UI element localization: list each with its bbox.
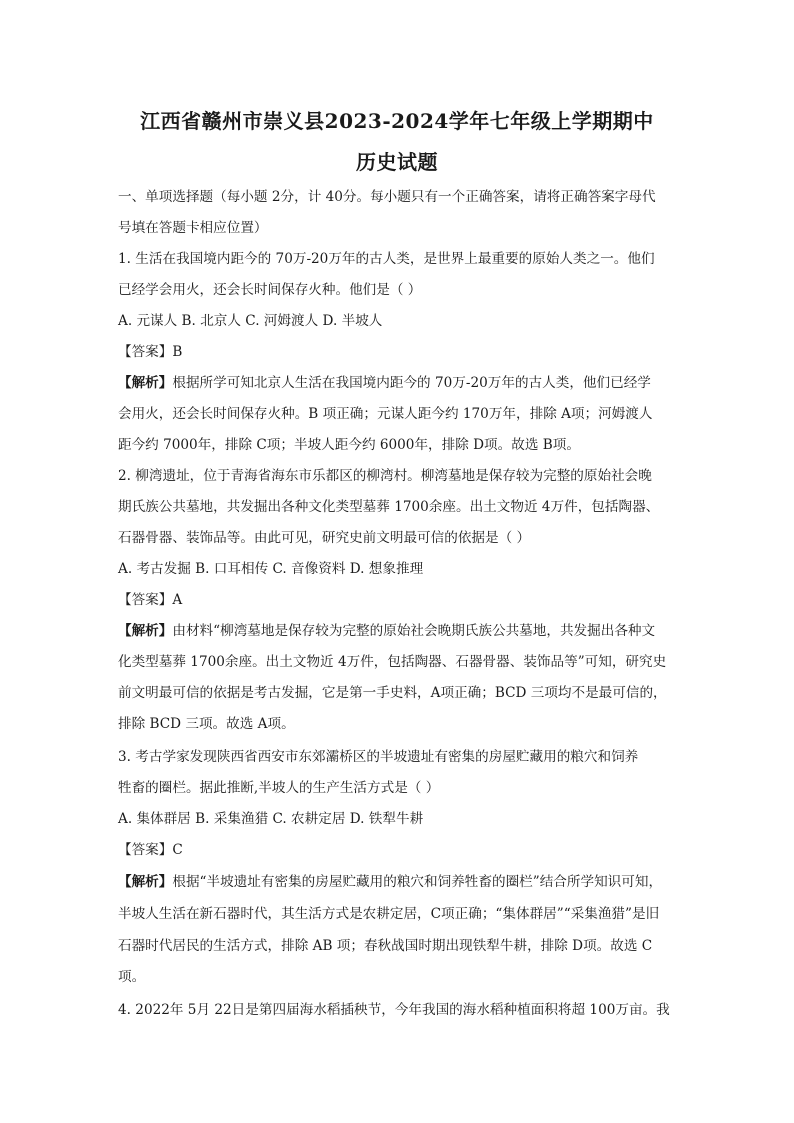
q3-analysis-label: 【解析】 (118, 874, 173, 890)
section-header-line-2: 号填在答题卡相应位置） (118, 220, 268, 236)
q2-analysis-line-2: 化类型墓葬 1700余座。出土文物近 4万件，包括陶器、石器骨器、装饰品等”可知，研究史 (118, 654, 667, 670)
q1-stem-line-1: 1. 生活在我国境内距今的 70万-20万年的古人类，是世界上最重要的原始人类之一。他们 (118, 251, 655, 267)
q3-analysis-text-1: 根据“半坡遗址有密集的房屋贮藏用的粮穴和饲养牲畜的圈栏”结合所学知识可知， (172, 874, 663, 890)
q3-analysis-line-3: 石器时代居民的生活方式，排除 AB 项；春秋战国时期出现铁犁牛耕，排除 D项。故选 C (118, 938, 653, 954)
q1-analysis-label: 【解析】 (118, 375, 173, 391)
q1-analysis-line-3: 距今约 7000年，排除 C项；半坡人距今约 6000年，排除 D项。故选 B项。 (118, 437, 580, 453)
section-header-line-1: 一、单项选择题（每小题 2分，计 40分。每小题只有一个正确答案，请将正确答案字母代 (118, 189, 656, 205)
q2-stem-line-3: 石器骨器、装饰品等。由此可见，研究史前文明最可信的依据是（ ） (118, 530, 531, 546)
q2-stem-line-2: 期氏族公共墓地，共发掘出各种文化类型墓葬 1700余座。出土文物近 4万件，包括陶器、 (118, 499, 660, 515)
q1-analysis-line-2: 会用火，还会长时间保存火种。B 项正确；元谋人距今约 170万年，排除 A项；河姆渡人 (118, 406, 653, 422)
q3-options: A. 集体群居 B. 采集渔猎 C. 农耕定居 D. 铁犁牛耕 (118, 811, 424, 827)
q2-analysis-line-4: 排除 BCD 三项。故选 A项。 (118, 716, 295, 732)
q2-analysis-label: 【解析】 (118, 623, 173, 639)
q2-analysis-line-1 (118, 621, 683, 641)
q1-answer: 【答案】B (118, 344, 183, 360)
q3-stem-line-2: 牲畜的圈栏。据此推断,半坡人的生产生活方式是（ ） (118, 780, 440, 796)
q3-answer: 【答案】C (118, 842, 183, 858)
q1-options: A. 元谋人 B. 北京人 C. 河姆渡人 D. 半坡人 (118, 313, 383, 329)
document-title: 江西省赣州市崇义县2023-2024学年七年级上学期期中 (140, 109, 654, 133)
q1-stem-line-2: 已经学会用火，还会长时间保存火种。他们是（ ） (118, 282, 422, 298)
q4-stem-line-1: 4. 2022年 5月 22日是第四届海水稻插秧节，今年我国的海水稻种植面积将超 100万亩。我 (118, 1002, 670, 1018)
q3-analysis-line-1 (118, 872, 683, 892)
q2-options: A. 考古发掘 B. 口耳相传 C. 音像资料 D. 想象推理 (118, 561, 424, 577)
q3-analysis-line-4: 项。 (118, 969, 146, 985)
document-subtitle: 历史试题 (356, 150, 438, 174)
q2-stem-line-1: 2. 柳湾遗址，位于青海省海东市乐都区的柳湾村。柳湾墓地是保存较为完整的原始社会晚 (118, 468, 652, 484)
q1-analysis-text-1: 根据所学可知北京人生活在我国境内距今的 70万-20万年的古人类，他们已经学 (172, 375, 651, 391)
q3-analysis-line-2: 半坡人生活在新石器时代，其生活方式是农耕定居，C项正确；“集体群居”“采集渔猎”是旧 (118, 906, 660, 922)
q2-answer: 【答案】A (118, 592, 183, 608)
q1-analysis-line-1 (118, 373, 683, 393)
q2-analysis-text-1: 由材料“柳湾墓地是保存较为完整的原始社会晚期氏族公共墓地，共发掘出各种文 (172, 623, 656, 639)
q2-analysis-line-3: 前文明最可信的依据是考古发掘，它是第一手史料，A项正确；BCD 三项均不是最可信的， (118, 685, 667, 701)
q3-stem-line-1: 3. 考古学家发现陕西省西安市东郊灞桥区的半坡遗址有密集的房屋贮藏用的粮穴和饲养 (118, 749, 639, 765)
